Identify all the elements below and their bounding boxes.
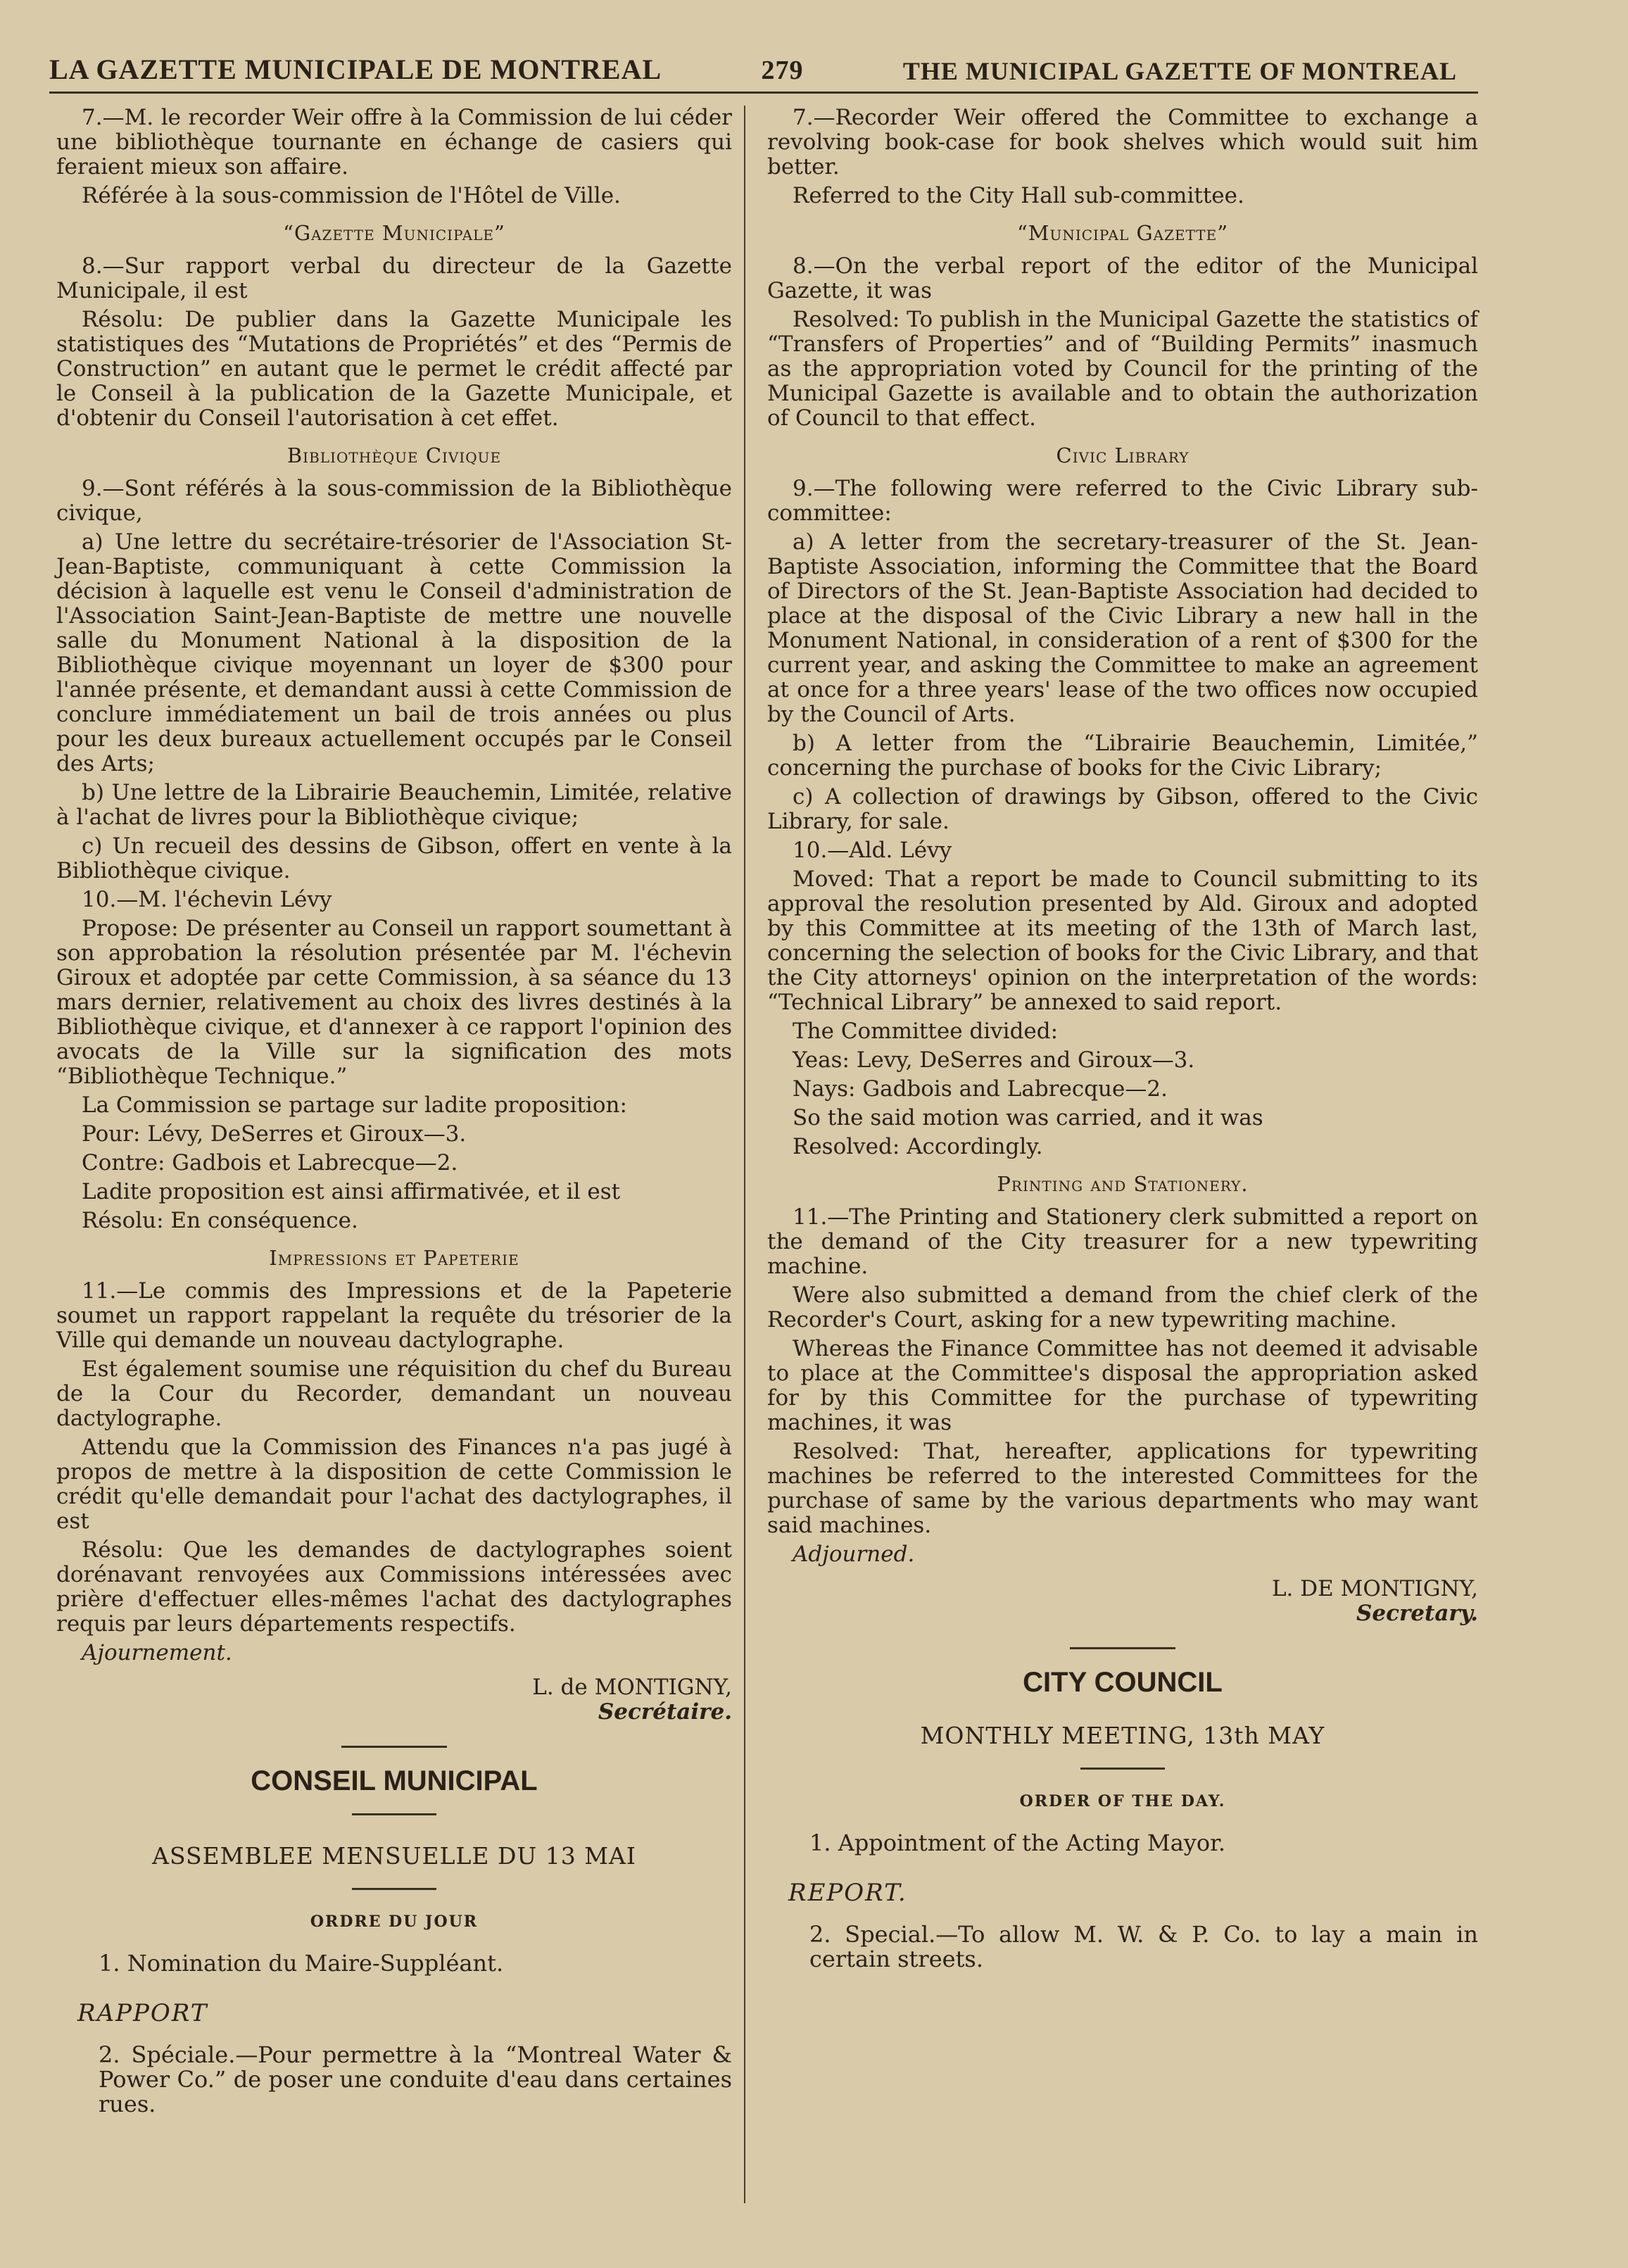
fr-item-10-contre: Contre: Gadbois et Labrecque—2. xyxy=(82,1150,458,1176)
fr-divider xyxy=(341,1746,447,1748)
en-item-11-resolution: Resolved: That, hereafter, applications for typewriting machines be referred to the interested Committees for the purchase of same by the various departments who may want said machines. xyxy=(767,1439,1478,1538)
fr-item-11b: Est également soumise une réquisition du chef du Bureau de la Cour du Recorder, demandant un nouveau dactylographe. xyxy=(56,1356,732,1431)
fr-heading-impressions: Impressions et Papeterie xyxy=(269,1246,519,1270)
page-number: 279 xyxy=(761,56,804,85)
fr-agenda-item-1: 1. Nomination du Maire-Suppléant. xyxy=(99,1950,504,1977)
en-signature-role: Secretary. xyxy=(1356,1601,1478,1626)
fr-item-9a: a) Une lettre du secrétaire-trésorier de l'Association St-Jean-Baptiste, communiquant à cette Commission la décision à laquelle est venu le Conseil d'administration de l'Association Saint-Jean-Baptiste de mettre une nouvelle salle du Monument National à la disposition de la Bibliothèque civique moyennant un loyer de $300 pour l'année présente, et demandant aussi à cette Commission de conclure immédiatement un bail de trois années ou plus pour les deux bureaux actuellement occupés par le Conseil des Arts; xyxy=(56,529,732,776)
en-item-11b: Were also submitted a demand from the chief clerk of the Recorder's Court, asking for a new typewriting machine. xyxy=(767,1283,1478,1333)
en-item-7-referral: Referred to the City Hall sub-committee. xyxy=(793,183,1244,208)
en-item-9c: c) A collection of drawings by Gibson, offered to the Civic Library, for sale. xyxy=(767,784,1478,834)
fr-item-8: 8.—Sur rapport verbal du directeur de la Gazette Municipale, il est xyxy=(56,253,732,303)
en-item-10-resolution: Resolved: Accordingly. xyxy=(793,1134,1043,1159)
fr-council-title: CONSEIL MUNICIPAL xyxy=(251,1765,538,1796)
en-divider xyxy=(1070,1647,1175,1649)
en-signature-name: L. DE MONTIGNY, xyxy=(1271,1576,1478,1601)
french-column xyxy=(56,106,732,2117)
fr-item-10-adopt: Ladite proposition est ainsi affirmativée, et il est xyxy=(82,1179,621,1204)
en-item-9b: b) A letter from the “Librairie Beauchemin, Limitée,” concerning the purchase of books for the Civic Library; xyxy=(767,731,1478,781)
fr-item-10-resolution: Résolu: En conséquence. xyxy=(82,1208,358,1233)
fr-item-7-referral: Référée à la sous-commission de l'Hôtel de Ville. xyxy=(82,183,621,208)
fr-item-10: 10.—M. l'échevin Lévy xyxy=(82,887,332,912)
fr-signature-name: L. de MONTIGNY, xyxy=(532,1675,732,1700)
en-council-title: CITY COUNCIL xyxy=(1023,1667,1223,1698)
en-item-8-resolution: Resolved: To publish in the Municipal Gazette the statistics of “Transfers of Properties” and of “Building Permits” inasmuch as the appropriation voted by Council for the printing of the Municipal Gazette is available and to obtain the authorization of Council to that effect. xyxy=(767,307,1478,431)
en-item-10-nays: Nays: Gadbois and Labrecque—2. xyxy=(793,1076,1168,1102)
fr-title-rule xyxy=(352,1813,436,1815)
fr-item-9b: b) Une lettre de la Librairie Beauchemin, Limitée, relative à l'achat de livres pour la Bibliothèque civique; xyxy=(56,780,732,830)
en-heading-gazette: “Municipal Gazette” xyxy=(1016,221,1229,245)
fr-order-of-day: ORDRE DU JOUR xyxy=(310,1913,479,1931)
fr-item-10-proposal: Propose: De présenter au Conseil un rapport soumettant à son approbation la résolution présentée par M. l'échevin Giroux et adoptée par cette Commission, à sa séance du 13 mars dernier, relativement au choix des livres destinés à la Bibliothèque civique, et d'annexer à ce rapport l'opinion des avocats de la Ville sur la signification des mots “Bibliothèque Technique.” xyxy=(56,916,732,1089)
en-report-heading: REPORT. xyxy=(788,1879,907,1907)
en-item-9a: a) A letter from the secretary-treasurer of the St. Jean-Baptiste Association, informing the Committee that the Board of Directors of the St. Jean-Baptiste Association had decided to place at the disposal of the Civic Library a new hall in the Monument National, in consideration of a rent of $300 for the current year, and asking the Committee to make an agreement at once for a three years' lease of the two offices now occupied by the Council of Arts. xyxy=(767,529,1478,727)
en-item-7: 7.—Recorder Weir offered the Committee to exchange a revolving book-case for book shelves which would suit him better. xyxy=(767,105,1478,179)
en-item-10-yeas: Yeas: Levy, DeSerres and Giroux—3. xyxy=(793,1047,1195,1073)
header-english-title: THE MUNICIPAL GAZETTE OF MONTREAL xyxy=(902,57,1457,85)
en-meeting-title: MONTHLY MEETING, 13th MAY xyxy=(920,1722,1325,1749)
en-heading-library: Civic Library xyxy=(1056,443,1190,467)
en-item-10: 10.—Ald. Lévy xyxy=(793,838,952,863)
en-item-8: 8.—On the verbal report of the editor of the Municipal Gazette, it was xyxy=(767,253,1478,303)
fr-item-8-resolution: Résolu: De publier dans la Gazette Municipale les statistiques des “Mutations de Propriétés” et des “Permis de Construction” en autant que le permet le crédit affecté par le Conseil à la publication de la Gazette Municipale, et d'obtenir du Conseil l'autorisation à cet effet. xyxy=(56,307,732,431)
header-rule xyxy=(49,92,1478,94)
fr-meeting-title: ASSEMBLEE MENSUELLE DU 13 MAI xyxy=(152,1842,636,1870)
fr-item-9: 9.—Sont référés à la sous-commission de la Bibliothèque civique, xyxy=(56,476,732,526)
fr-signature-role: Secrétaire. xyxy=(598,1699,732,1725)
fr-meeting-rule xyxy=(352,1888,436,1890)
header-french-title: LA GAZETTE MUNICIPALE DE MONTREAL xyxy=(49,53,662,85)
fr-item-11: 11.—Le commis des Impressions et de la Papeterie soumet un rapport rappelant la requête du trésorier de la Ville qui demande un nouveau dactylographe. xyxy=(56,1278,732,1353)
en-heading-printing: Printing and Stationery. xyxy=(997,1172,1249,1196)
fr-item-9c: c) Un recueil des dessins de Gibson, offert en vente à la Bibliothèque civique. xyxy=(56,833,732,883)
column-divider xyxy=(744,106,745,2203)
fr-heading-gazette: “Gazette Municipale” xyxy=(283,221,505,245)
en-item-10-moved: Moved: That a report be made to Council submitting to its approval the resolution presented by Ald. Giroux and adopted by this Committee at its meeting of the 13th of March last, concerning the selection of books for the Civic Library, and that the City attorneys' opinion on the interpretation of the words: “Technical Library” be annexed to said report. xyxy=(767,867,1478,1015)
en-meeting-rule xyxy=(1080,1768,1165,1770)
en-item-9: 9.—The following were referred to the Civic Library sub-committee: xyxy=(767,476,1478,526)
running-header xyxy=(49,37,1457,86)
fr-signature xyxy=(56,1675,732,1725)
en-item-10-division: The Committee divided: xyxy=(793,1019,1059,1044)
en-agenda-item-2: 2. Special.—To allow M. W. & P. Co. to lay a main in certain streets. xyxy=(809,1921,1478,1972)
fr-item-11-resolution: Résolu: Que les demandes de dactylographes soient dorénavant renvoyées aux Commissions intéressées avec prière d'effectuer elles-mêmes l'achat des dactylographes requis par leurs départements respectifs. xyxy=(56,1537,732,1637)
fr-item-10-division: La Commission se partage sur ladite proposition: xyxy=(82,1092,627,1118)
fr-adjournment: Ajournement. xyxy=(82,1640,232,1665)
en-item-11c: Whereas the Finance Committee has not deemed it advisable to place at the Committee's disposal the appropriation asked for by this Committee for the purchase of typewriting machines, it was xyxy=(767,1336,1478,1435)
fr-item-10-pour: Pour: Lévy, DeSerres et Giroux—3. xyxy=(82,1121,467,1147)
en-item-11: 11.—The Printing and Stationery clerk submitted a report on the demand of the City treasurer for a new typewriting machine. xyxy=(767,1204,1478,1279)
en-signature xyxy=(767,1577,1478,1626)
fr-item-11c: Attendu que la Commission des Finances n'a pas jugé à propos de mettre à la disposition de cette Commission le crédit qu'elle demandait pour l'achat des dactylographes, il est xyxy=(56,1435,732,1534)
fr-heading-bibliotheque: Bibliothèque Civique xyxy=(286,443,502,467)
fr-report-heading: RAPPORT xyxy=(77,1999,208,2027)
en-order-of-day: ORDER OF THE DAY. xyxy=(1019,1792,1226,1810)
english-column xyxy=(767,106,1478,1972)
fr-agenda-item-2: 2. Spéciale.—Pour permettre à la “Montreal Water & Power Co.” de poser une conduite d'eau dans certaines rues. xyxy=(99,2041,732,2117)
fr-item-7: 7.—M. le recorder Weir offre à la Commission de lui céder une bibliothèque tournante en échange de casiers qui feraient mieux son affaire. xyxy=(56,105,732,179)
en-item-10-carried: So the said motion was carried, and it was xyxy=(793,1105,1263,1130)
en-adjournment: Adjourned. xyxy=(793,1542,915,1567)
en-agenda-item-1: 1. Appointment of the Acting Mayor. xyxy=(809,1829,1226,1856)
